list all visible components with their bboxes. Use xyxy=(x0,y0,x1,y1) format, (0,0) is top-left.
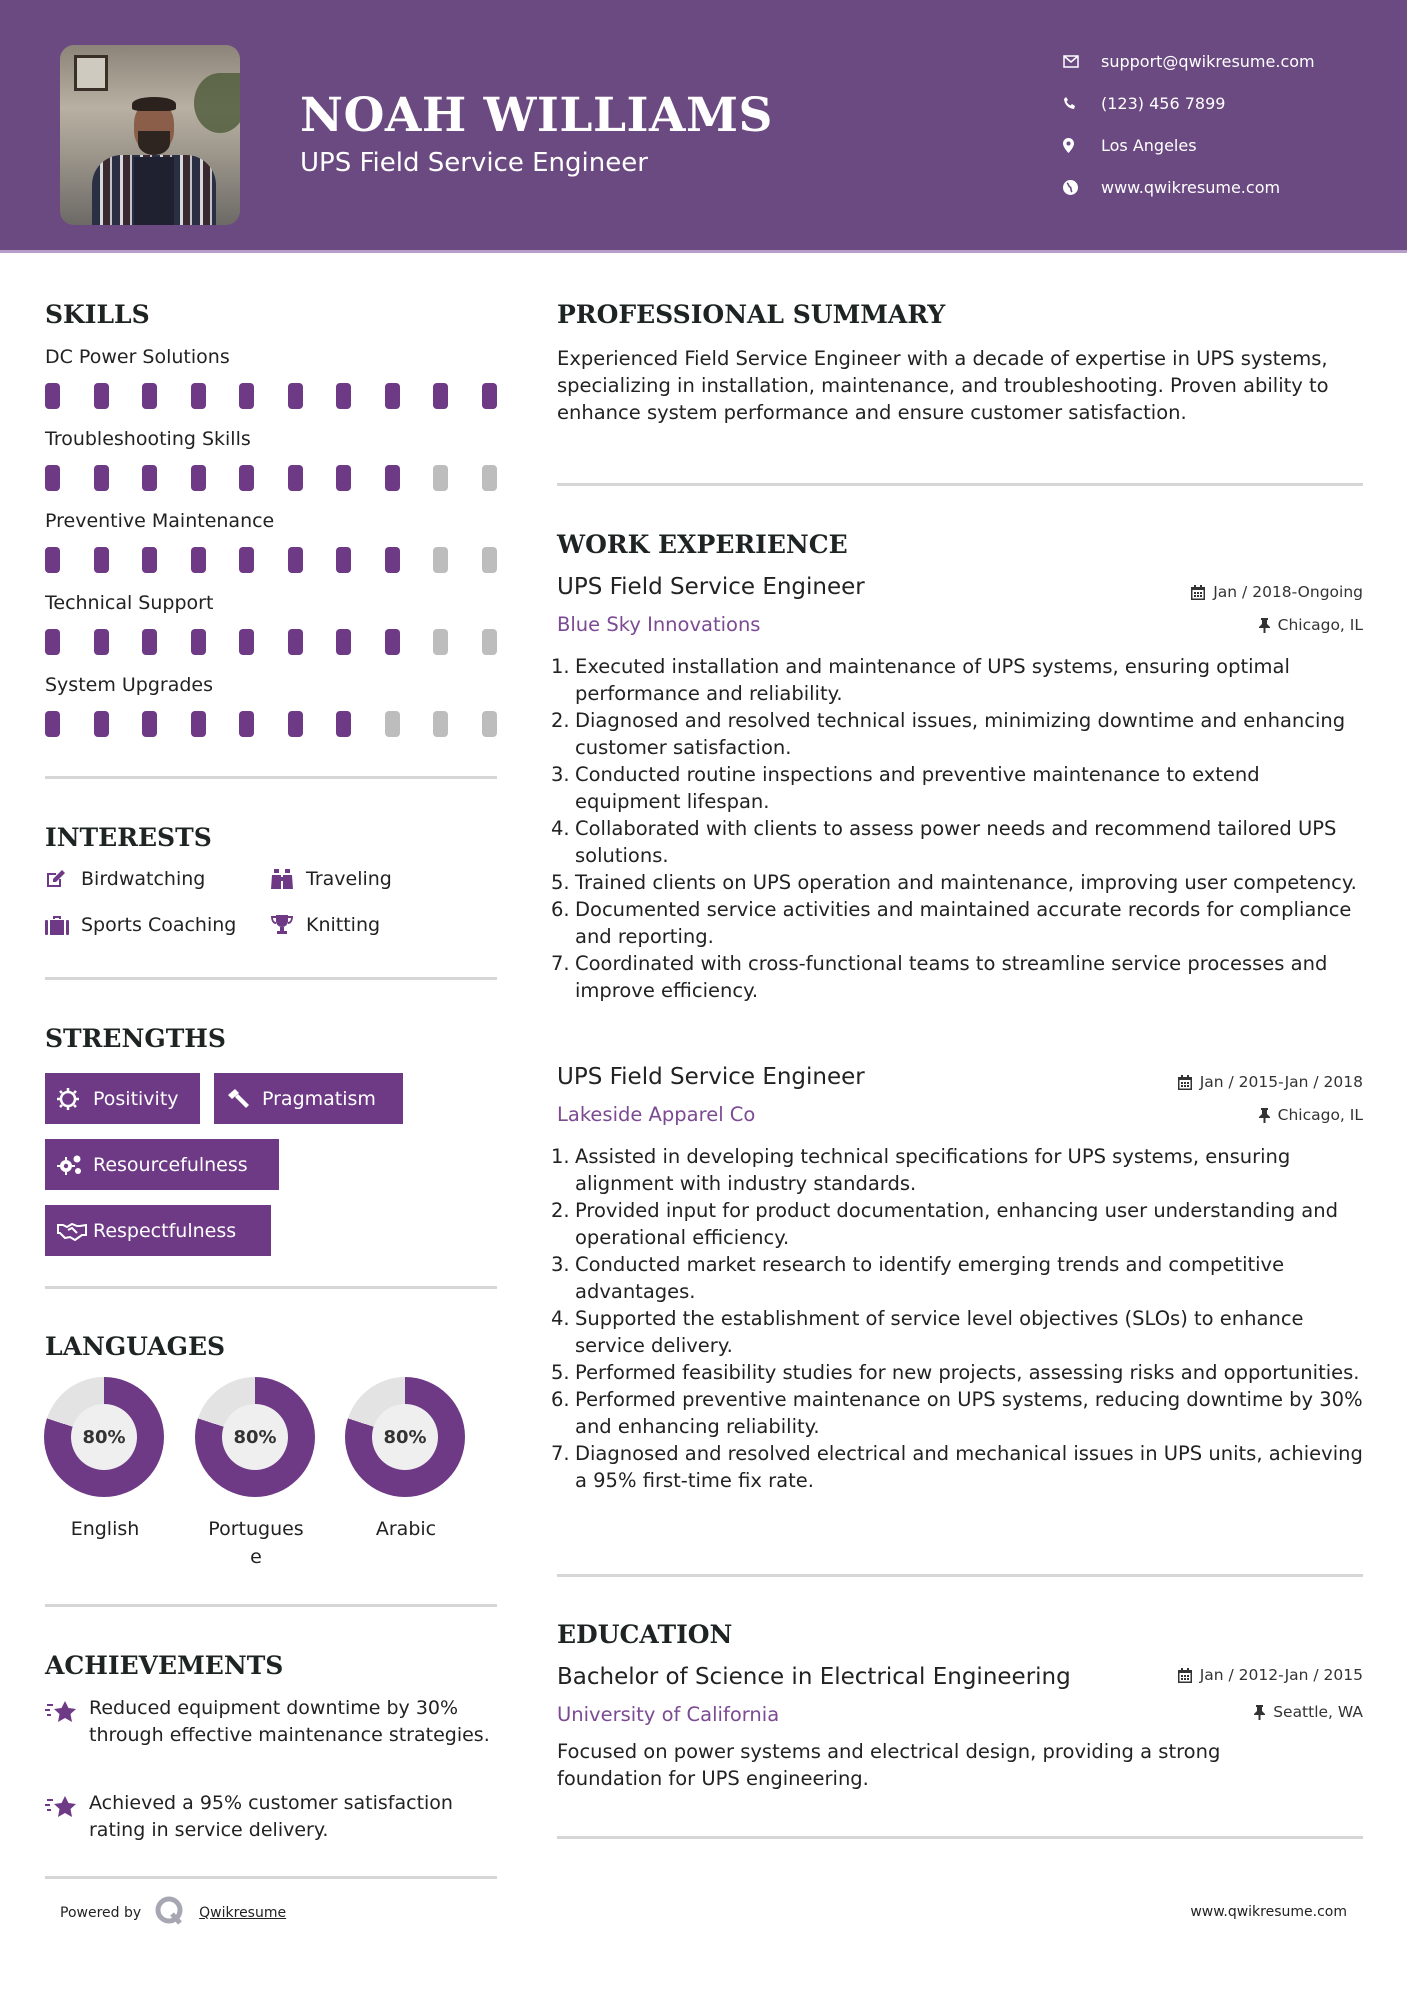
divider xyxy=(45,776,497,779)
divider xyxy=(45,1286,497,1289)
education-dates: Jan / 2012-Jan / 2015 xyxy=(1178,1666,1363,1684)
globe-icon xyxy=(1063,180,1101,195)
pin-icon xyxy=(1259,618,1270,633)
education-description: Focused on power systems and electrical design, providing a strong foundation for UPS engineering. xyxy=(557,1740,1221,1790)
calendar-icon xyxy=(1191,585,1205,600)
envelope-icon xyxy=(1063,55,1101,68)
star-achievement-icon xyxy=(45,1790,89,1844)
trophy-icon xyxy=(270,914,306,936)
job-duty: Supported the establishment of service level objectives (SLOs) to enhance service delivery. xyxy=(575,1307,1304,1357)
rating-pill-filled xyxy=(191,629,206,655)
language-name: English xyxy=(70,1518,140,1540)
skills-heading: SKILLS xyxy=(45,300,150,329)
resume-header xyxy=(0,0,1407,253)
job-dates: Jan / 2015-Jan / 2018 xyxy=(1178,1073,1363,1091)
degree-title: Bachelor of Science in Electrical Engineering xyxy=(557,1664,1071,1690)
rating-pill-filled xyxy=(239,711,254,737)
gavel-icon xyxy=(226,1088,262,1110)
skill-label: Technical Support xyxy=(45,592,214,614)
handshake-icon xyxy=(57,1221,93,1241)
rating-pill-filled xyxy=(191,383,206,409)
language-name: Portuguese xyxy=(208,1518,304,1568)
rating-pill-filled xyxy=(142,547,157,573)
summary-heading: PROFESSIONAL SUMMARY xyxy=(557,300,946,329)
rating-pill-filled xyxy=(385,465,400,491)
pin-icon xyxy=(1254,1705,1265,1720)
calendar-icon xyxy=(1178,1075,1192,1090)
contact-website[interactable] xyxy=(1063,166,1315,208)
job-location: Chicago, IL xyxy=(1259,1106,1363,1124)
achievement-item: Reduced equipment downtime by 30% through effective maintenance strategies. xyxy=(45,1695,495,1749)
interest-item: Traveling xyxy=(270,868,392,890)
rating-pill-filled xyxy=(45,465,60,491)
language-name: Arabic xyxy=(375,1518,437,1540)
skill-rating xyxy=(45,629,497,655)
school-name: University of California xyxy=(557,1703,780,1726)
rating-pill-filled xyxy=(239,465,254,491)
rating-pill-filled xyxy=(142,629,157,655)
job-duties-list xyxy=(575,653,1365,1004)
rating-pill-empty xyxy=(433,629,448,655)
star-achievement-icon xyxy=(45,1695,89,1749)
rating-pill-filled xyxy=(336,711,351,737)
divider xyxy=(45,1604,497,1607)
powered-by: Powered by Qwikresume xyxy=(60,1896,286,1930)
rating-pill-filled xyxy=(45,547,60,573)
rating-pill-filled xyxy=(288,547,303,573)
map-marker-icon xyxy=(1063,138,1101,153)
candidate-title: UPS Field Service Engineer xyxy=(300,148,648,178)
rating-pill-empty xyxy=(482,465,497,491)
skill-label: Troubleshooting Skills xyxy=(45,428,251,450)
job-dates: Jan / 2018-Ongoing xyxy=(1191,583,1363,601)
rating-pill-empty xyxy=(385,711,400,737)
strength-badge: Respectfulness xyxy=(45,1205,271,1256)
job-location: Chicago, IL xyxy=(1259,616,1363,634)
pin-icon xyxy=(1259,1108,1270,1123)
rating-pill-filled xyxy=(45,711,60,737)
interest-item: Knitting xyxy=(270,914,380,936)
contact-email[interactable] xyxy=(1063,40,1315,82)
interest-item: Sports Coaching xyxy=(45,914,236,936)
rating-pill-filled xyxy=(288,465,303,491)
photo-person-beard xyxy=(138,131,170,155)
rating-pill-empty xyxy=(482,711,497,737)
skill-label: DC Power Solutions xyxy=(45,346,230,368)
rating-pill-filled xyxy=(336,465,351,491)
strength-badge: Resourcefulness xyxy=(45,1139,279,1190)
strength-badge: Pragmatism xyxy=(214,1073,403,1124)
job-duty: Documented service activities and maintained accurate records for compliance and reporting. xyxy=(575,898,1352,948)
rating-pill-filled xyxy=(288,711,303,737)
divider xyxy=(557,483,1363,486)
strength-badge: Positivity xyxy=(45,1073,200,1124)
edit-icon xyxy=(45,869,81,889)
company-name: Blue Sky Innovations xyxy=(557,613,761,636)
rating-pill-filled xyxy=(239,629,254,655)
summary-text: Experienced Field Service Engineer with a decade of expertise in UPS systems, specializing in installation, maintenance, and troubleshooting. Proven ability to enhance system performance and ensure customer satisfaction. xyxy=(557,347,1329,424)
divider xyxy=(557,1574,1363,1577)
job-duty: Trained clients on UPS operation and maintenance, improving user competency. xyxy=(575,871,1357,894)
skill-label: System Upgrades xyxy=(45,674,214,696)
rating-pill-filled xyxy=(142,711,157,737)
rating-pill-filled xyxy=(94,383,109,409)
rating-pill-filled xyxy=(336,629,351,655)
suitcase-icon xyxy=(45,915,81,935)
rating-pill-filled xyxy=(385,547,400,573)
contact-phone[interactable] xyxy=(1063,82,1315,124)
achievements-heading: ACHIEVEMENTS xyxy=(45,1651,284,1680)
skill-rating xyxy=(45,547,497,573)
divider xyxy=(45,977,497,980)
contact-location-text: Los Angeles xyxy=(1101,135,1197,155)
rating-pill-empty xyxy=(433,465,448,491)
job-duties-list xyxy=(575,1143,1365,1494)
rating-pill-filled xyxy=(191,465,206,491)
rating-pill-empty xyxy=(433,547,448,573)
sun-icon xyxy=(57,1088,93,1110)
achievement-item: Achieved a 95% customer satisfaction rating in service delivery. xyxy=(45,1790,495,1844)
job-duty: Conducted market research to identify emerging trends and competitive advantages. xyxy=(575,1253,1285,1303)
rating-pill-empty xyxy=(482,629,497,655)
photo-person-hair xyxy=(132,97,176,111)
skill-label: Preventive Maintenance xyxy=(45,510,275,532)
language-donut-chart xyxy=(195,1377,315,1497)
rating-pill-filled xyxy=(482,383,497,409)
language-donut-chart xyxy=(44,1377,164,1497)
rating-pill-filled xyxy=(94,629,109,655)
job-duty: Coordinated with cross-functional teams to streamline service processes and improve efficiency. xyxy=(575,952,1328,1002)
rating-pill-filled xyxy=(191,711,206,737)
rating-pill-filled xyxy=(336,547,351,573)
photo-person-shirt xyxy=(134,157,174,225)
photo-wall-frame xyxy=(74,55,108,91)
skill-rating xyxy=(45,383,497,409)
rating-pill-empty xyxy=(482,547,497,573)
rating-pill-filled xyxy=(336,383,351,409)
rating-pill-filled xyxy=(45,629,60,655)
qwikresume-link[interactable]: Qwikresume xyxy=(199,1905,287,1921)
divider xyxy=(45,1876,497,1879)
job-duty: Conducted routine inspections and preventive maintenance to extend equipment lifespan. xyxy=(575,763,1260,813)
rating-pill-filled xyxy=(288,383,303,409)
languages-heading: LANGUAGES xyxy=(45,1332,226,1361)
job-duty: Executed installation and maintenance of UPS systems, ensuring optimal performance and reliability. xyxy=(575,655,1290,705)
rating-pill-filled xyxy=(45,383,60,409)
job-title: UPS Field Service Engineer xyxy=(557,1064,865,1090)
qwikresume-logo-icon xyxy=(155,1896,185,1930)
binoculars-icon xyxy=(270,868,306,890)
strengths-heading: STRENGTHS xyxy=(45,1024,226,1053)
contact-location xyxy=(1063,124,1315,166)
gears-icon xyxy=(57,1154,93,1176)
rating-pill-filled xyxy=(142,383,157,409)
interest-item: Birdwatching xyxy=(45,868,205,890)
profile-photo xyxy=(60,45,240,225)
language-percent: 80% xyxy=(71,1404,137,1470)
job-duty: Performed feasibility studies for new projects, assessing risks and opportunities. xyxy=(575,1361,1360,1384)
contact-website-text: www.qwikresume.com xyxy=(1101,177,1281,197)
contact-email-text: support@qwikresume.com xyxy=(1101,51,1315,71)
job-duty: Performed preventive maintenance on UPS systems, reducing downtime by 30% and enhancing reliability. xyxy=(575,1388,1363,1438)
footer-website[interactable]: www.qwikresume.com xyxy=(1190,1904,1347,1920)
rating-pill-filled xyxy=(191,547,206,573)
language-item xyxy=(345,1377,467,1543)
rating-pill-filled xyxy=(288,629,303,655)
job-duty: Assisted in developing technical specifications for UPS systems, ensuring alignment with industry standards. xyxy=(575,1145,1291,1195)
calendar-icon xyxy=(1178,1668,1192,1683)
language-item xyxy=(44,1377,166,1543)
rating-pill-filled xyxy=(94,547,109,573)
rating-pill-filled xyxy=(94,465,109,491)
language-item xyxy=(195,1377,317,1571)
job-duty: Collaborated with clients to assess power needs and recommend tailored UPS solutions. xyxy=(575,817,1337,867)
rating-pill-filled xyxy=(239,547,254,573)
rating-pill-filled xyxy=(94,711,109,737)
skill-rating xyxy=(45,465,497,491)
education-heading: EDUCATION xyxy=(557,1620,733,1649)
interests-heading: INTERESTS xyxy=(45,823,212,852)
language-percent: 80% xyxy=(372,1404,438,1470)
job-duty: Diagnosed and resolved electrical and mechanical issues in UPS units, achieving a 95% first-time fix rate. xyxy=(575,1442,1363,1492)
rating-pill-filled xyxy=(385,383,400,409)
candidate-name: NOAH WILLIAMS xyxy=(300,88,773,143)
company-name: Lakeside Apparel Co xyxy=(557,1103,756,1126)
photo-plant xyxy=(194,73,240,133)
rating-pill-filled xyxy=(385,629,400,655)
language-percent: 80% xyxy=(222,1404,288,1470)
language-donut-chart xyxy=(345,1377,465,1497)
experience-heading: WORK EXPERIENCE xyxy=(557,530,848,559)
rating-pill-filled xyxy=(433,383,448,409)
contact-phone-text: (123) 456 7899 xyxy=(1101,93,1226,113)
job-duty: Diagnosed and resolved technical issues, minimizing downtime and enhancing customer satisfaction. xyxy=(575,709,1346,759)
job-duty: Provided input for product documentation, enhancing user understanding and operational efficiency. xyxy=(575,1199,1338,1249)
phone-icon xyxy=(1063,96,1101,110)
divider xyxy=(557,1836,1363,1839)
rating-pill-filled xyxy=(239,383,254,409)
job-title: UPS Field Service Engineer xyxy=(557,574,865,600)
education-location: Seattle, WA xyxy=(1254,1703,1363,1721)
skill-rating xyxy=(45,711,497,737)
rating-pill-empty xyxy=(433,711,448,737)
rating-pill-filled xyxy=(142,465,157,491)
contact-list xyxy=(1063,40,1315,208)
